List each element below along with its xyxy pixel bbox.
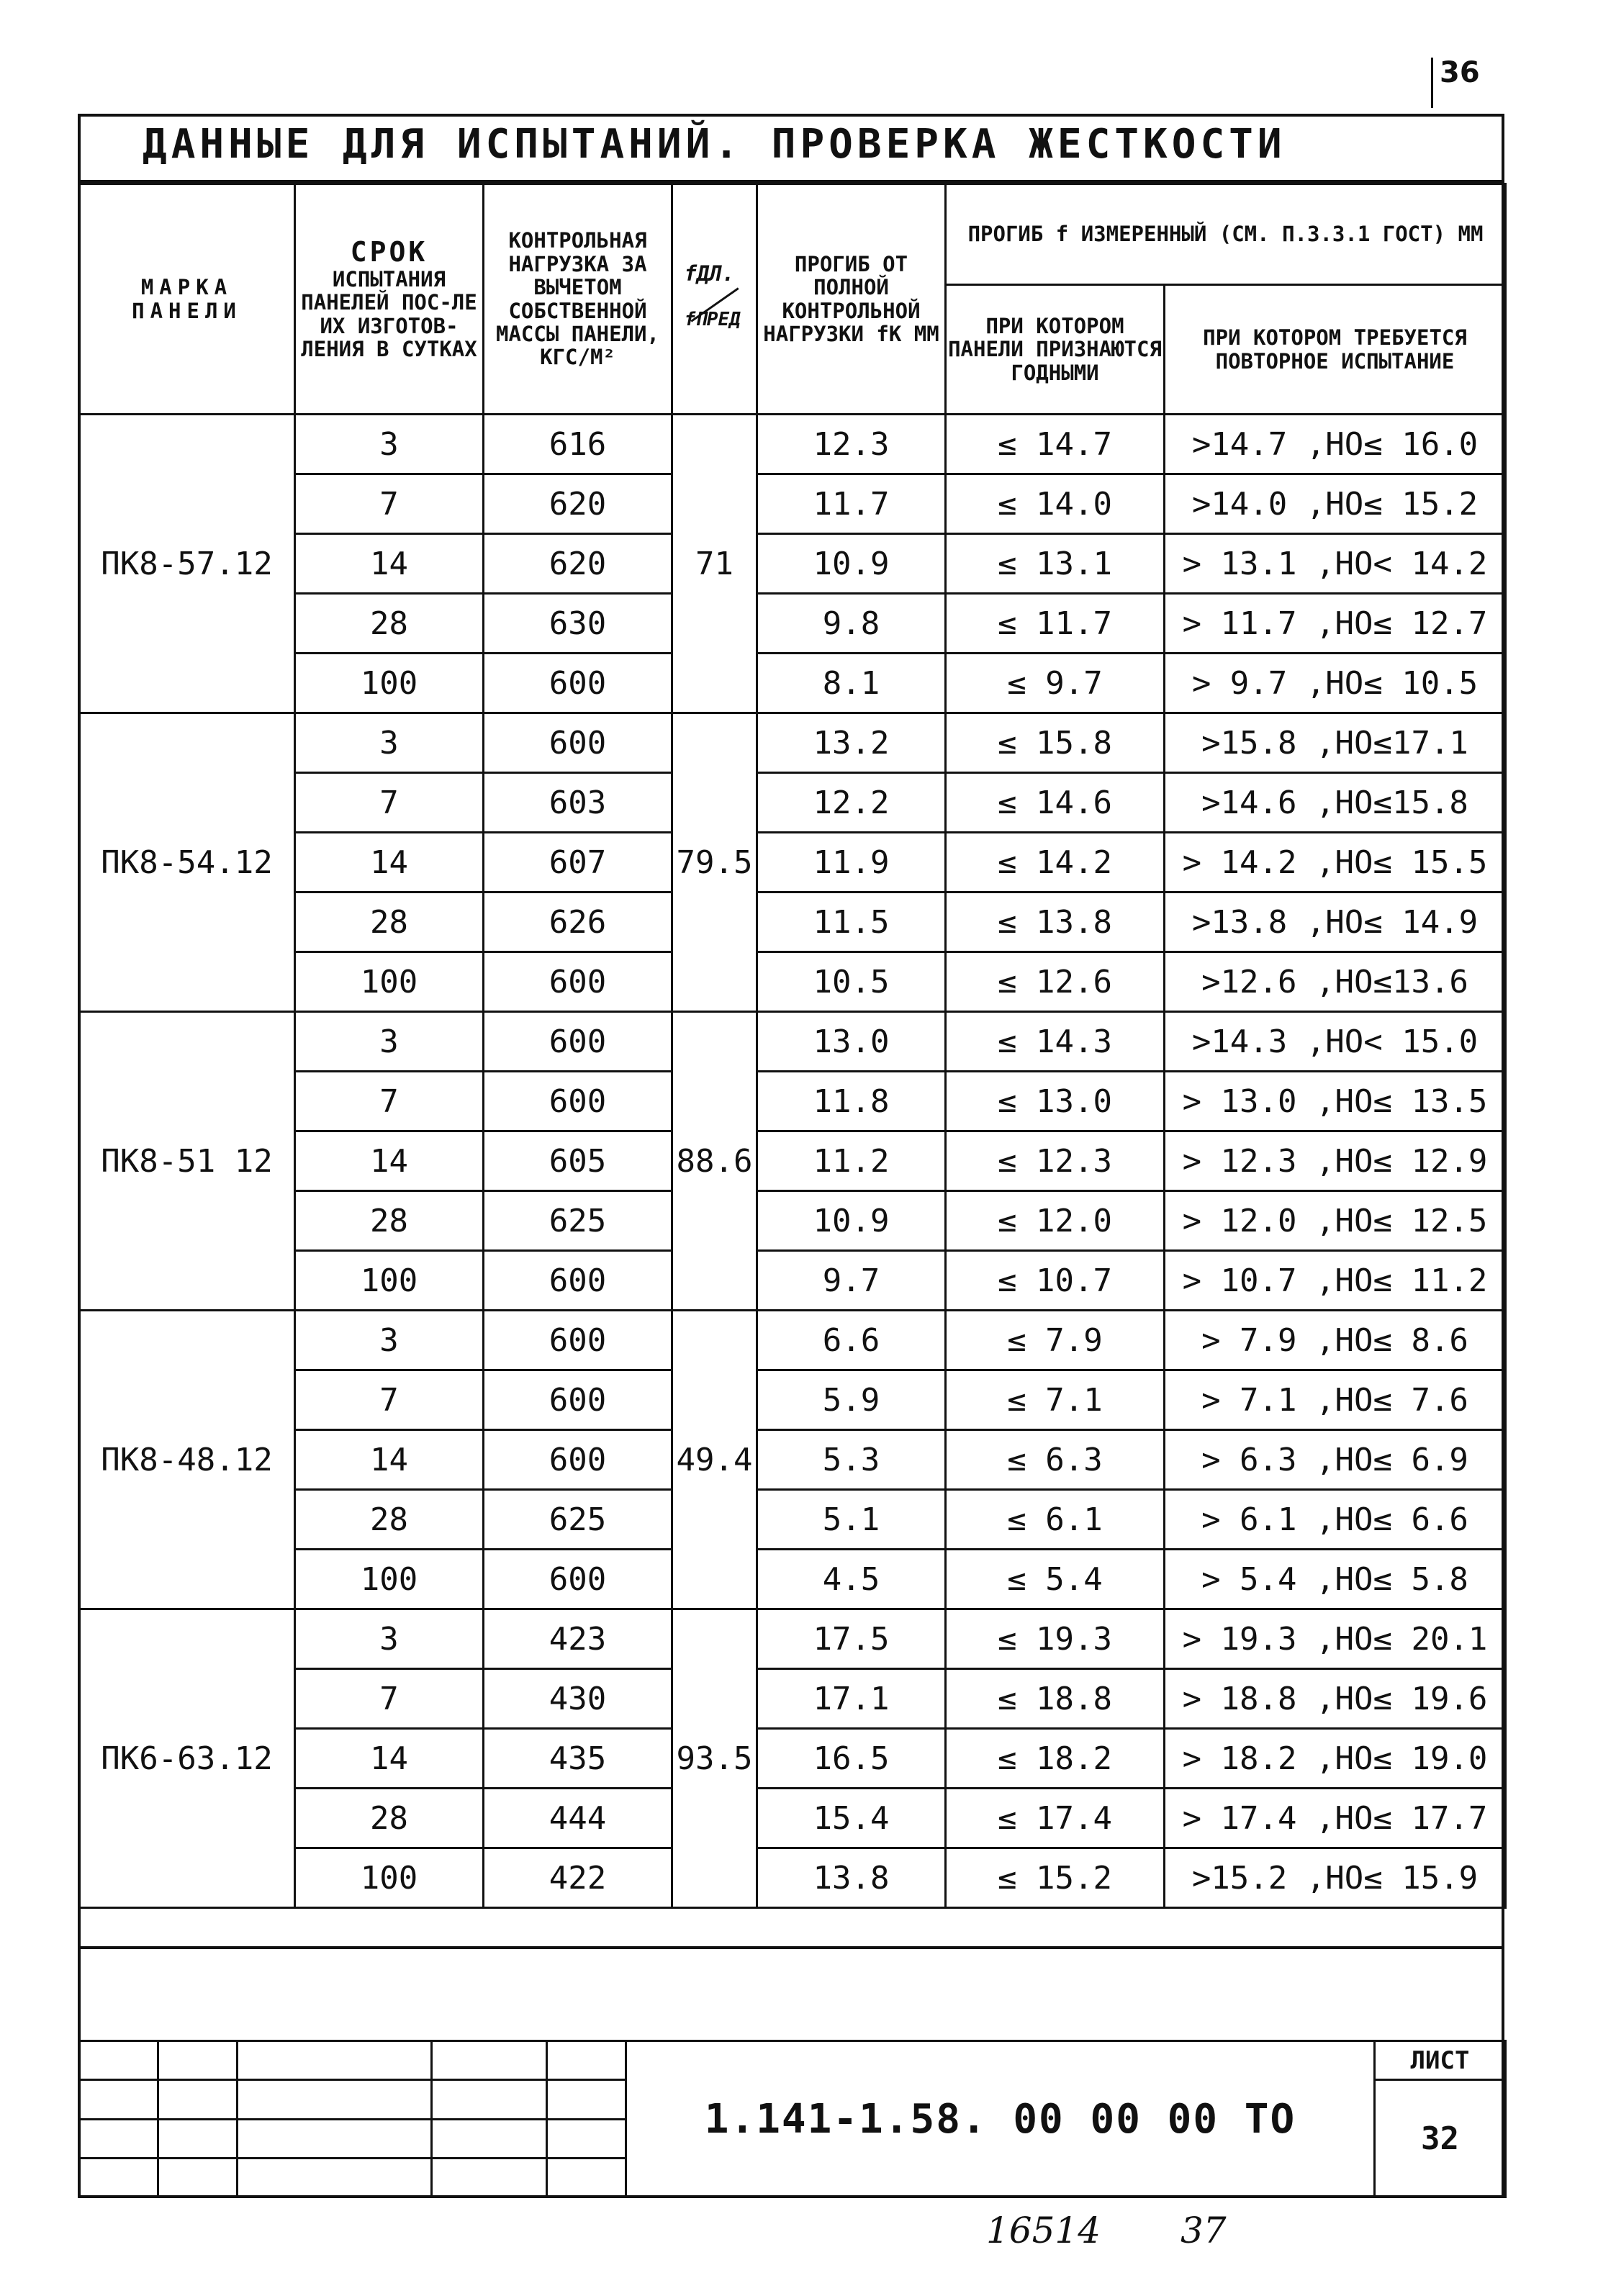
cell-load: 626	[484, 892, 672, 952]
cell-retest: > 11.7 ,НО≤ 12.7	[1165, 594, 1506, 654]
cell-fk: 15.4	[757, 1789, 946, 1848]
cell-good: ≤ 11.7	[946, 594, 1165, 654]
cell-good: ≤ 18.8	[946, 1669, 1165, 1729]
cell-days: 100	[295, 1848, 484, 1908]
cell-load: 600	[484, 654, 672, 713]
cell-retest: >14.6 ,НО≤15.8	[1165, 773, 1506, 833]
stamp-cell	[238, 2041, 432, 2080]
cell-good: ≤ 12.6	[946, 952, 1165, 1012]
cell-good: ≤ 12.3	[946, 1131, 1165, 1191]
cell-load: 600	[484, 1550, 672, 1609]
cell-days: 28	[295, 1789, 484, 1848]
cell-load: 625	[484, 1191, 672, 1251]
table-body	[79, 415, 1506, 1908]
stamp-cell	[79, 2119, 158, 2158]
cell-fk: 9.8	[757, 594, 946, 654]
header-load: КОНТРОЛЬНАЯ НАГРУЗКА ЗА ВЫЧЕТОМ СОБСТВЕННОЙ МАССЫ ПАНЕЛИ, КГС/М²	[484, 184, 672, 415]
ratio-fraction	[679, 246, 751, 347]
cell-load: 444	[484, 1789, 672, 1848]
blank-band	[78, 1946, 1504, 2040]
cell-days: 3	[295, 1012, 484, 1072]
title-block	[78, 2040, 1507, 2198]
cell-fk: 8.1	[757, 654, 946, 713]
panel-mark: ПК6-63.12	[79, 1609, 295, 1908]
panel-mark: ПК8-54.12	[79, 713, 295, 1012]
cell-good: ≤ 19.3	[946, 1609, 1165, 1669]
cell-good: ≤ 9.7	[946, 654, 1165, 713]
panel-mark: ПК8-57.12	[79, 415, 295, 713]
cell-good: ≤ 14.2	[946, 833, 1165, 892]
cell-good: ≤ 14.6	[946, 773, 1165, 833]
ratio-denominator: fПРЕД	[684, 309, 741, 331]
stamp-cell	[158, 2041, 238, 2080]
cell-good: ≤ 13.1	[946, 534, 1165, 594]
header-srok-rest: ИСПЫТАНИЯ ПАНЕЛЕЙ ПОС-ЛЕ ИХ ИЗГОТОВ-ЛЕНИЯ В СУТКАХ	[301, 266, 477, 362]
stamp-cell	[432, 2119, 547, 2158]
cell-load: 435	[484, 1729, 672, 1789]
stamp-cell	[238, 2080, 432, 2119]
stamp-cell	[79, 2041, 158, 2080]
cell-load: 600	[484, 952, 672, 1012]
cell-days: 7	[295, 773, 484, 833]
table-row	[79, 1609, 1506, 1669]
cell-retest: > 13.0 ,НО≤ 13.5	[1165, 1072, 1506, 1131]
cell-fk: 5.3	[757, 1430, 946, 1490]
cell-days: 7	[295, 1072, 484, 1131]
ratio-numerator: fДЛ.	[684, 261, 735, 286]
cell-fk: 6.6	[757, 1311, 946, 1370]
cell-good: ≤ 5.4	[946, 1550, 1165, 1609]
header-ratio	[672, 184, 757, 415]
cell-days: 100	[295, 654, 484, 713]
stamp-cell	[158, 2158, 238, 2197]
cell-good: ≤ 6.1	[946, 1490, 1165, 1550]
cell-load: 430	[484, 1669, 672, 1729]
stamp-cell	[432, 2158, 547, 2197]
cell-load: 600	[484, 1072, 672, 1131]
cell-retest: > 18.2 ,НО≤ 19.0	[1165, 1729, 1506, 1789]
cell-days: 3	[295, 1609, 484, 1669]
cell-fk: 11.5	[757, 892, 946, 952]
cell-load: 422	[484, 1848, 672, 1908]
cell-fk: 5.9	[757, 1370, 946, 1430]
stamp-cell	[432, 2080, 547, 2119]
table-row	[79, 1311, 1506, 1370]
header-measured: ПРОГИБ f ИЗМЕРЕННЫЙ (СМ. П.3.3.1 ГОСТ) ММ	[946, 184, 1506, 285]
cell-retest: > 7.9 ,НО≤ 8.6	[1165, 1311, 1506, 1370]
cell-good: ≤ 7.1	[946, 1370, 1165, 1430]
cell-days: 3	[295, 1311, 484, 1370]
cell-days: 14	[295, 833, 484, 892]
cell-load: 600	[484, 1370, 672, 1430]
cell-days: 7	[295, 1370, 484, 1430]
cell-fk: 13.8	[757, 1848, 946, 1908]
cell-retest: > 12.3 ,НО≤ 12.9	[1165, 1131, 1506, 1191]
table-row	[79, 415, 1506, 474]
sheet-corner-line	[1431, 58, 1433, 108]
cell-days: 3	[295, 415, 484, 474]
stamp-cell	[79, 2080, 158, 2119]
cell-retest: > 7.1 ,НО≤ 7.6	[1165, 1370, 1506, 1430]
handwritten-number: 16514	[986, 2210, 1101, 2251]
header-retest: ПРИ КОТОРОМ ТРЕБУЕТСЯ ПОВТОРНОЕ ИСПЫТАНИЕ	[1165, 285, 1506, 415]
stiffness-table	[78, 183, 1507, 1909]
cell-retest: >14.0 ,НО≤ 15.2	[1165, 474, 1506, 534]
cell-days: 28	[295, 594, 484, 654]
cell-fk: 11.2	[757, 1131, 946, 1191]
cell-days: 14	[295, 534, 484, 594]
cell-fk: 11.9	[757, 833, 946, 892]
cell-good: ≤ 12.0	[946, 1191, 1165, 1251]
cell-fk: 13.2	[757, 713, 946, 773]
header-good: ПРИ КОТОРОМ ПАНЕЛИ ПРИЗНАЮТСЯ ГОДНЫМИ	[946, 285, 1165, 415]
cell-retest: >15.2 ,НО≤ 15.9	[1165, 1848, 1506, 1908]
stamp-cell	[547, 2158, 626, 2197]
cell-retest: >12.6 ,НО≤13.6	[1165, 952, 1506, 1012]
cell-load: 423	[484, 1609, 672, 1669]
cell-load: 607	[484, 833, 672, 892]
cell-retest: > 17.4 ,НО≤ 17.7	[1165, 1789, 1506, 1848]
cell-retest: > 19.3 ,НО≤ 20.1	[1165, 1609, 1506, 1669]
cell-days: 28	[295, 892, 484, 952]
cell-fk: 11.8	[757, 1072, 946, 1131]
cell-fk: 11.7	[757, 474, 946, 534]
cell-good: ≤ 15.2	[946, 1848, 1165, 1908]
cell-retest: >13.8 ,НО≤ 14.9	[1165, 892, 1506, 952]
cell-good: ≤ 14.0	[946, 474, 1165, 534]
cell-load: 625	[484, 1490, 672, 1550]
stamp-cell	[547, 2119, 626, 2158]
cell-good: ≤ 13.8	[946, 892, 1165, 952]
cell-retest: > 5.4 ,НО≤ 5.8	[1165, 1550, 1506, 1609]
cell-fk: 17.1	[757, 1669, 946, 1729]
title-band	[78, 114, 1504, 183]
cell-load: 620	[484, 534, 672, 594]
cell-load: 620	[484, 474, 672, 534]
cell-good: ≤ 10.7	[946, 1251, 1165, 1311]
cell-good: ≤ 6.3	[946, 1430, 1165, 1490]
table-row	[79, 1012, 1506, 1072]
cell-fk: 12.2	[757, 773, 946, 833]
stamp-cell	[158, 2080, 238, 2119]
cell-load: 600	[484, 1311, 672, 1370]
cell-retest: >15.8 ,НО≤17.1	[1165, 713, 1506, 773]
cell-good: ≤ 13.0	[946, 1072, 1165, 1131]
cell-fk: 17.5	[757, 1609, 946, 1669]
cell-days: 28	[295, 1191, 484, 1251]
table-row	[79, 713, 1506, 773]
header-progib: ПРОГИБ ОТ ПОЛНОЙ КОНТРОЛЬНОЙ НАГРУЗКИ fК ММ	[757, 184, 946, 415]
cell-good: ≤ 15.8	[946, 713, 1165, 773]
cell-retest: > 13.1 ,НО< 14.2	[1165, 534, 1506, 594]
cell-retest: > 6.1 ,НО≤ 6.6	[1165, 1490, 1506, 1550]
cell-fk: 12.3	[757, 415, 946, 474]
sheet-label: ЛИСТ	[1375, 2041, 1506, 2080]
page-number: 36	[1440, 56, 1480, 89]
cell-ratio: 71	[672, 415, 757, 713]
cell-load: 603	[484, 773, 672, 833]
cell-load: 600	[484, 713, 672, 773]
cell-retest: > 6.3 ,НО≤ 6.9	[1165, 1430, 1506, 1490]
cell-retest: > 10.7 ,НО≤ 11.2	[1165, 1251, 1506, 1311]
cell-days: 100	[295, 1550, 484, 1609]
document-title: ДАННЫЕ ДЛЯ ИСПЫТАНИЙ. ПРОВЕРКА ЖЕСТКОСТИ	[143, 121, 1286, 168]
cell-good: ≤ 14.3	[946, 1012, 1165, 1072]
stamp-cell	[432, 2041, 547, 2080]
cell-fk: 10.9	[757, 534, 946, 594]
header-srok	[295, 184, 484, 415]
cell-days: 14	[295, 1729, 484, 1789]
cell-days: 100	[295, 1251, 484, 1311]
cell-ratio: 88.6	[672, 1012, 757, 1311]
cell-fk: 9.7	[757, 1251, 946, 1311]
stamp-cell	[547, 2080, 626, 2119]
cell-fk: 16.5	[757, 1729, 946, 1789]
cell-retest: > 9.7 ,НО≤ 10.5	[1165, 654, 1506, 713]
stamp-cell	[158, 2119, 238, 2158]
cell-retest: > 12.0 ,НО≤ 12.5	[1165, 1191, 1506, 1251]
header-marka: МАРКА ПАНЕЛИ	[79, 184, 295, 415]
stamp-cell	[79, 2158, 158, 2197]
cell-fk: 5.1	[757, 1490, 946, 1550]
cell-load: 600	[484, 1430, 672, 1490]
cell-good: ≤ 14.7	[946, 415, 1165, 474]
panel-mark: ПК8-51 12	[79, 1012, 295, 1311]
cell-good: ≤ 17.4	[946, 1789, 1165, 1848]
cell-fk: 10.5	[757, 952, 946, 1012]
cell-ratio: 93.5	[672, 1609, 757, 1908]
cell-days: 14	[295, 1131, 484, 1191]
cell-ratio: 49.4	[672, 1311, 757, 1609]
cell-retest: > 18.8 ,НО≤ 19.6	[1165, 1669, 1506, 1729]
cell-retest: >14.3 ,НО< 15.0	[1165, 1012, 1506, 1072]
cell-load: 630	[484, 594, 672, 654]
sheet-number: 32	[1375, 2080, 1506, 2197]
cell-days: 7	[295, 1669, 484, 1729]
cell-days: 28	[295, 1490, 484, 1550]
stamp-cell	[238, 2119, 432, 2158]
cell-load: 605	[484, 1131, 672, 1191]
cell-good: ≤ 18.2	[946, 1729, 1165, 1789]
document-code: 1.141-1.58. 00 00 00 ТО	[626, 2041, 1375, 2197]
cell-days: 7	[295, 474, 484, 534]
cell-days: 100	[295, 952, 484, 1012]
stamp-cell	[238, 2158, 432, 2197]
cell-fk: 13.0	[757, 1012, 946, 1072]
handwritten-page: 37	[1181, 2210, 1227, 2251]
header-srok-word: СРОК	[350, 236, 428, 268]
cell-load: 600	[484, 1012, 672, 1072]
cell-load: 616	[484, 415, 672, 474]
cell-retest: > 14.2 ,НО≤ 15.5	[1165, 833, 1506, 892]
panel-mark: ПК8-48.12	[79, 1311, 295, 1609]
cell-load: 600	[484, 1251, 672, 1311]
stamp-cell	[547, 2041, 626, 2080]
cell-ratio: 79.5	[672, 713, 757, 1012]
cell-good: ≤ 7.9	[946, 1311, 1165, 1370]
cell-retest: >14.7 ,НО≤ 16.0	[1165, 415, 1506, 474]
cell-fk: 4.5	[757, 1550, 946, 1609]
cell-days: 3	[295, 713, 484, 773]
cell-fk: 10.9	[757, 1191, 946, 1251]
cell-days: 14	[295, 1430, 484, 1490]
